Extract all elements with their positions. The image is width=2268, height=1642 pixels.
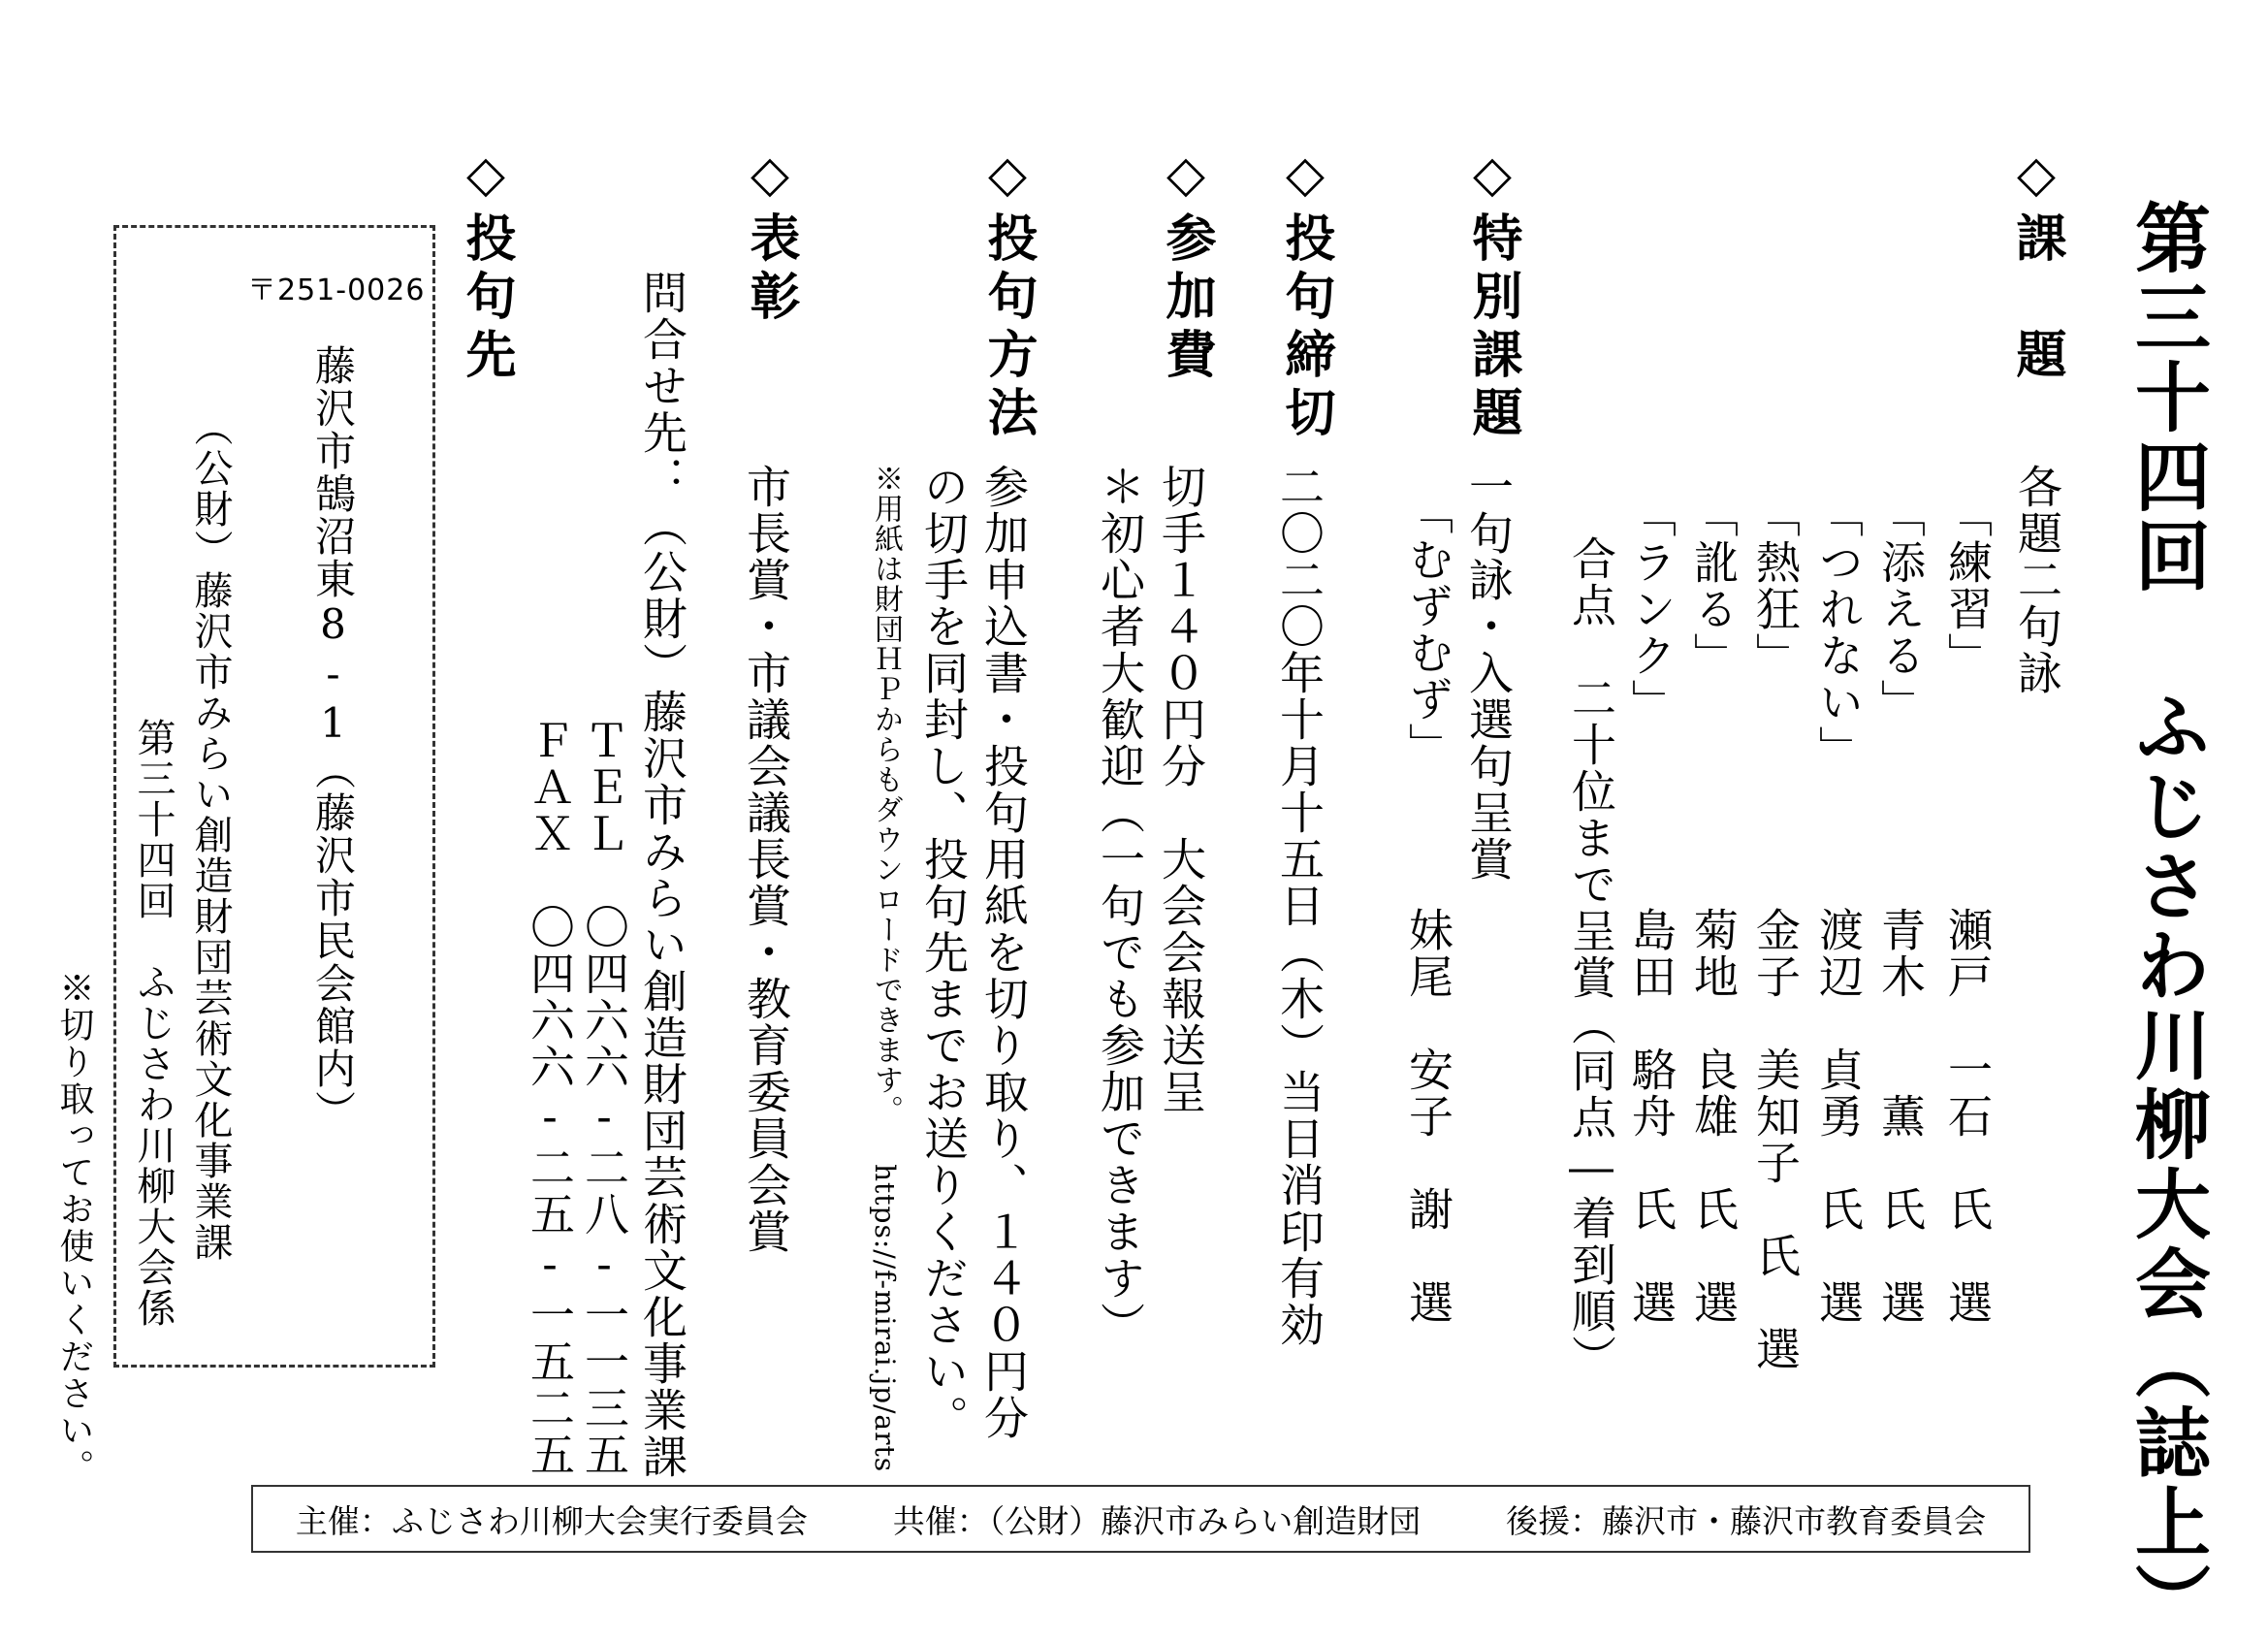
send-heading: ◇投句先 bbox=[457, 145, 515, 386]
inquiry-text: 問合せ先：（公財）藤沢市みらい創造財団芸術文化事業課 bbox=[636, 270, 688, 1480]
footer-host: 主催：ふじさわ川柳大会実行委員会 bbox=[295, 1501, 808, 1540]
topic-judge: 瀬戸 一石 氏 選 bbox=[1941, 907, 1994, 1326]
topic-judge: 渡辺 貞勇 氏 選 bbox=[1812, 907, 1865, 1326]
fee-line1: 切手１４０円分 大会会報送呈 bbox=[1155, 464, 1207, 1115]
fee-line2: ＊初心者大歓迎（一句でも参加できます） bbox=[1094, 464, 1146, 1348]
topic-title: 「熱狂」 bbox=[1749, 493, 1802, 679]
topic-title: 「添える」 bbox=[1874, 493, 1927, 725]
deadline-heading: ◇投句締切 bbox=[1276, 145, 1334, 444]
send-org: （公財）藤沢市みらい創造財団芸術文化事業課 bbox=[188, 407, 233, 1263]
download-url[interactable]: https://f-mirai.jp/arts bbox=[869, 1164, 901, 1473]
deadline-text: 二〇二〇年十月十五日（木）当日消印有効 bbox=[1273, 464, 1326, 1348]
footer-box bbox=[251, 1485, 2030, 1553]
footer-support: 後援：藤沢市・藤沢市教育委員会 bbox=[1506, 1501, 1987, 1540]
gouten-note: 合点 二十位まで呈賞（同点―着到順） bbox=[1565, 535, 1617, 1381]
topic-title: 「ランク」 bbox=[1625, 493, 1677, 725]
topic-judge: 青木 薫 氏 選 bbox=[1874, 907, 1927, 1326]
topic-title: 「訛る」 bbox=[1687, 493, 1740, 679]
topic-title: 「練習」 bbox=[1941, 493, 1994, 679]
award-heading: ◇表彰 bbox=[741, 145, 799, 328]
special-topic: 「むずむず」 bbox=[1402, 490, 1454, 769]
special-heading: ◇特別課題 bbox=[1463, 145, 1521, 444]
kadai-intro: 各題二句詠 bbox=[2011, 464, 2063, 696]
fee-heading: ◇参加費 bbox=[1157, 145, 1215, 386]
award-text: 市長賞・市議会議長賞・教育委員会賞 bbox=[740, 464, 792, 1255]
method-line1: 参加申込書・投句用紙を切り取り、１４０円分 bbox=[977, 464, 1030, 1441]
send-address: 藤沢市鵠沼東8-1（藤沢市民会館内） bbox=[309, 344, 357, 1133]
send-dept: 第三十四回 ふじさわ川柳大会係 bbox=[131, 718, 176, 1329]
inquiry-tel: ＴＥＬ 〇四六六‐二八‐一一三五 bbox=[578, 718, 630, 1478]
inquiry-fax: ＦＡＸ 〇四六六‐二五‐一五二五 bbox=[524, 718, 576, 1478]
kadai-heading: ◇課 題 bbox=[2007, 145, 2065, 386]
page-title: 第三十四回 ふじさわ川柳大会（誌上） bbox=[2123, 199, 2210, 1642]
special-line1: 一句詠・入選句呈賞 bbox=[1462, 464, 1515, 883]
postal-code: 〒251-0026 bbox=[247, 274, 426, 307]
special-judge: 妹尾 安子 謝 選 bbox=[1402, 907, 1454, 1326]
footer-cohost: 共催：（公財）藤沢市みらい創造財団 bbox=[892, 1501, 1421, 1540]
topic-judge: 菊地 良雄 氏 選 bbox=[1687, 907, 1740, 1326]
method-heading: ◇投句方法 bbox=[978, 145, 1037, 444]
topic-judge: 島田 駱舟 氏 選 bbox=[1625, 907, 1677, 1326]
topic-judge: 金子 美知子 氏 選 bbox=[1749, 907, 1802, 1372]
cut-note: ※切り取ってお使いください。 bbox=[54, 970, 94, 1486]
download-note: ※用紙は財団ＨＰからもダウンロードできます。 bbox=[869, 464, 903, 1125]
method-line2: の切手を同封し、投句先までお送りください。 bbox=[917, 464, 970, 1441]
topic-title: 「つれない」 bbox=[1812, 493, 1865, 772]
